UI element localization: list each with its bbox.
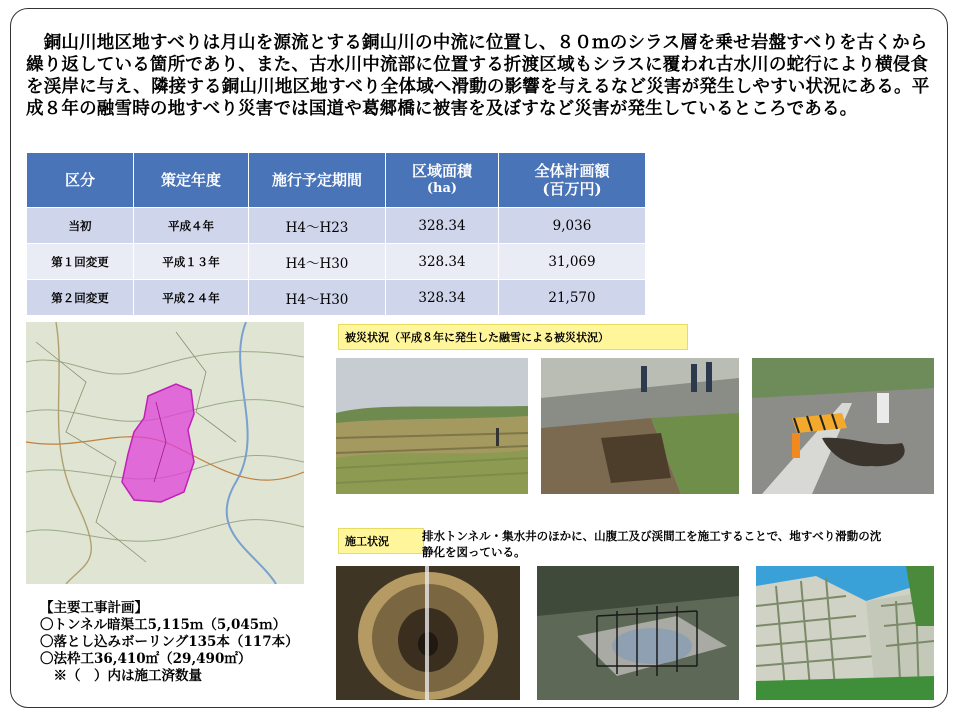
- header-period: 施行予定期間: [249, 153, 386, 208]
- table-row: [27, 244, 646, 280]
- header-area-label: 区域面積: [411, 162, 472, 180]
- location-map: [26, 322, 304, 584]
- cell-cost: 9,036: [499, 208, 646, 244]
- cell-period: H4〜H23: [249, 208, 386, 244]
- table-row: [27, 208, 646, 244]
- cell-area: 328.34: [386, 208, 499, 244]
- damage-label: 被災状況（平成８年に発生した融雪による被災状況）: [338, 324, 688, 350]
- main-construction-plan: [40, 600, 299, 685]
- header-year: 策定年度: [134, 153, 249, 208]
- construction-photo-well: [537, 566, 739, 700]
- intro-paragraph: 銅山川地区地すべりは月山を源流とする銅山川の中流に位置し、８０ｍのシラス層を乗せ岩盤すべりを古くから繰り返している箇所であり、また、古水川中流部に位置する折渡区域もシラスに覆われ古水川の蛇行により横侵食を渓岸に与え、隣接する銅山川地区地すべり全体域へ滑動の影響を与えるなど災害が発生しやすい状況にある。平成８年の融雪時の地すべり災害では国道や葛郷橋に被害を及ぼすなど災害が発生しているところである。: [26, 33, 930, 119]
- cell-area: 328.34: [386, 244, 499, 280]
- plan-item-frame: 〇法枠工36,410㎡（29,490㎡）: [40, 651, 252, 667]
- plan-table: [26, 152, 646, 316]
- field-photo-graphic: [336, 358, 528, 494]
- well-photo-graphic: [537, 566, 739, 700]
- construction-note: 排水トンネル・集水井のほかに、山腹工及び渓間工を施工することで、地すべり滑動の沈静化を図っている。: [422, 529, 882, 559]
- cell-period: H4〜H30: [249, 280, 386, 316]
- cell-category: 第２回変更: [27, 280, 134, 316]
- plan-title: 【主要工事計画】: [40, 600, 148, 616]
- header-cost-unit: (百万円): [542, 180, 602, 198]
- header-category: 区分: [27, 153, 134, 208]
- cell-year: 平成１３年: [134, 244, 249, 280]
- cell-category: 第１回変更: [27, 244, 134, 280]
- table-row: [27, 280, 646, 316]
- plan-table-wrapper: [26, 152, 646, 316]
- table-header-row: [27, 153, 646, 208]
- cell-area: 328.34: [386, 280, 499, 316]
- plan-note: ※（ ）内は施工済数量: [40, 668, 202, 684]
- map-graphic: [26, 322, 304, 584]
- construction-photo-frame: [756, 566, 934, 700]
- header-area: [386, 153, 499, 208]
- cell-cost: 21,570: [499, 280, 646, 316]
- cracked-road-photo-graphic: [752, 358, 934, 494]
- header-cost-label: 全体計画額: [534, 162, 610, 180]
- header-cost: [499, 153, 646, 208]
- damage-photo-field: [336, 358, 528, 494]
- header-area-unit: (ha): [426, 181, 458, 196]
- damage-photo-cracked-road: [752, 358, 934, 494]
- plan-item-tunnel: 〇トンネル暗渠工5,115ｍ（5,045ｍ）: [40, 617, 287, 633]
- cell-year: 平成２４年: [134, 280, 249, 316]
- construction-photo-tunnel: [336, 566, 520, 700]
- cell-year: 平成４年: [134, 208, 249, 244]
- collapse-photo-graphic: [541, 358, 739, 494]
- cell-period: H4〜H30: [249, 244, 386, 280]
- cell-cost: 31,069: [499, 244, 646, 280]
- plan-item-boring: 〇落とし込みボーリング135本（117本）: [40, 634, 299, 650]
- frame-photo-graphic: [756, 566, 934, 700]
- tunnel-photo-graphic: [336, 566, 520, 700]
- cell-category: 当初: [27, 208, 134, 244]
- construction-label: 施工状況: [338, 528, 424, 554]
- damage-photo-road-collapse: [541, 358, 739, 494]
